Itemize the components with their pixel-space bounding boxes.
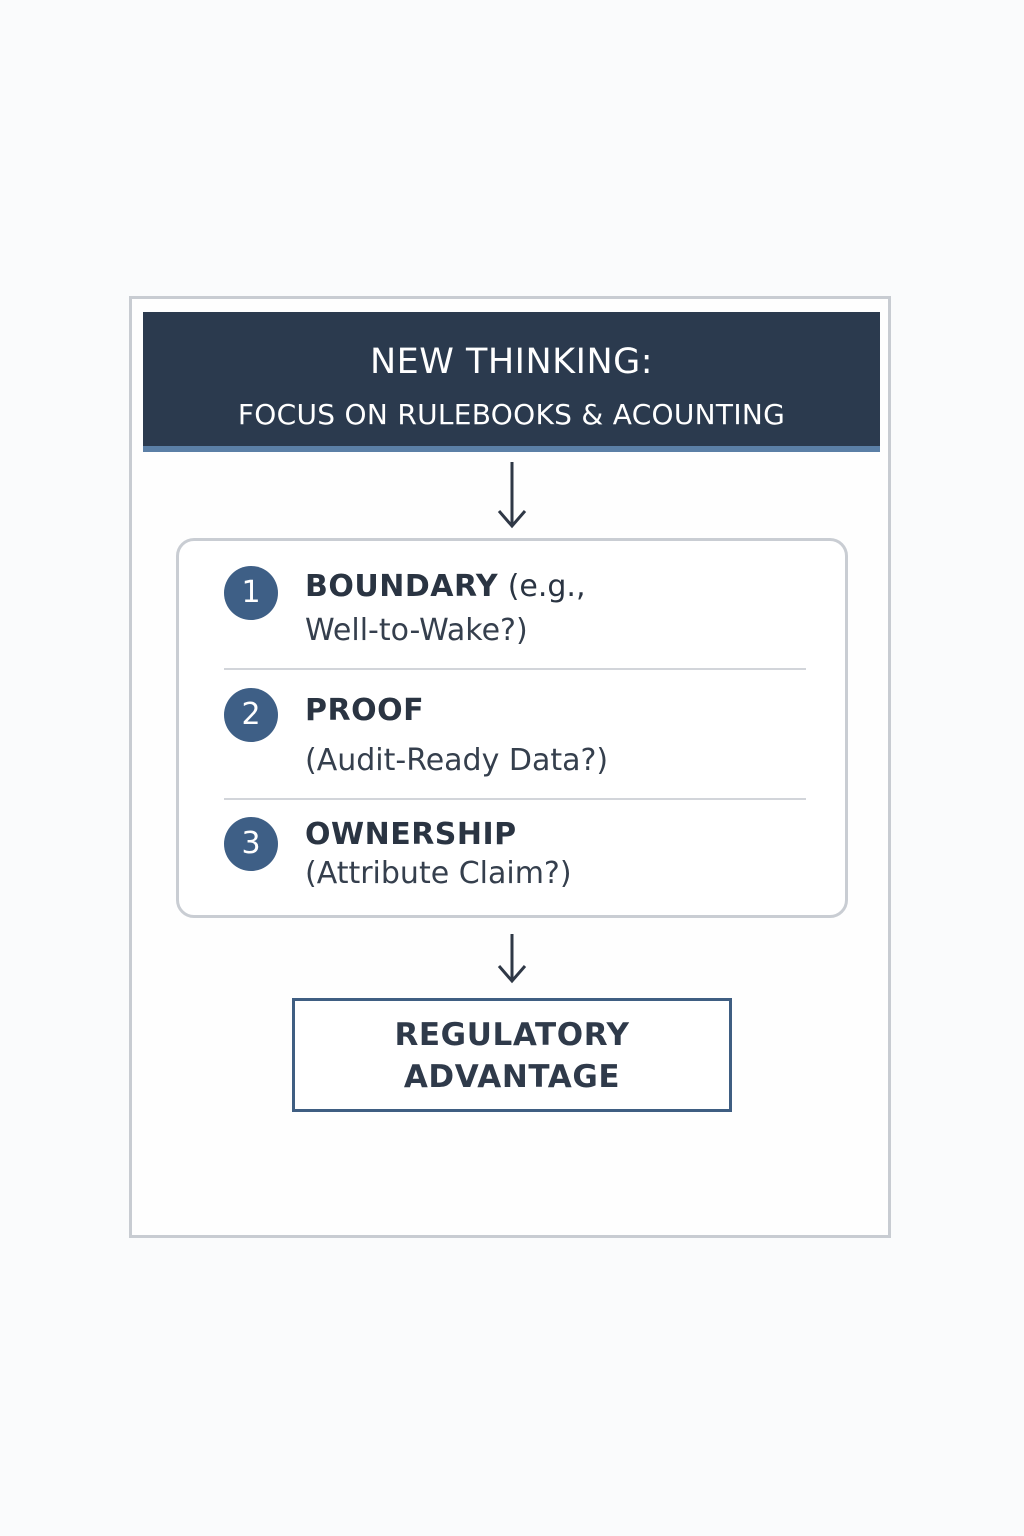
down-arrow-icon — [496, 460, 528, 530]
divider — [224, 668, 806, 670]
header-banner — [143, 312, 880, 452]
step-detail: (Attribute Claim?) — [305, 856, 572, 891]
divider — [224, 798, 806, 800]
step-title-label: BOUNDARY — [305, 569, 499, 604]
result-box — [292, 998, 732, 1112]
step-title — [305, 569, 586, 604]
step-number-badge: 3 — [224, 817, 278, 871]
step-detail: (Audit-Ready Data?) — [305, 743, 609, 778]
step-number-badge: 1 — [224, 566, 278, 620]
step-title-label: OWNERSHIP — [305, 817, 517, 852]
result-line-2: ADVANTAGE — [403, 1059, 621, 1095]
header-title: NEW THINKING: — [369, 342, 654, 382]
step-title — [305, 817, 517, 852]
header-subtitle: FOCUS ON RULEBOOKS & ACOUNTING — [237, 398, 786, 431]
step-title-label: PROOF — [305, 693, 425, 728]
down-arrow-icon — [496, 932, 528, 984]
step-detail: Well-to-Wake?) — [305, 613, 528, 648]
step-title-note: (e.g., — [507, 569, 586, 604]
result-line-1: REGULATORY — [394, 1017, 630, 1053]
step-number-badge: 2 — [224, 688, 278, 742]
steps-panel — [176, 538, 848, 918]
step-title — [305, 693, 424, 728]
